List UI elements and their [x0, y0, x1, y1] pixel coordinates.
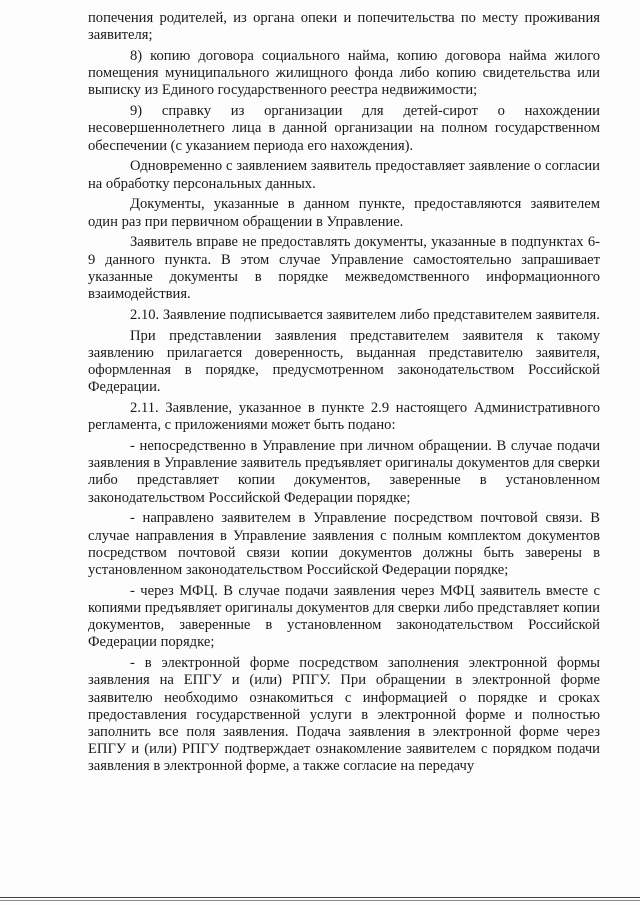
- list-item: - направлено заявителем в Управление посредством почтовой связи. В случае направления в Управление заявления с полным комплектом документов посредством почтовой связи копии документов должны быть заверены в установленном законодательством Российской Федерации порядке;: [88, 510, 600, 579]
- scan-edge-line: [0, 900, 640, 901]
- list-item: - непосредственно в Управление при личном обращении. В случае подачи заявления в Управление заявитель предъявляет оригиналы документов для сверки либо представляет копии документов, заверенные в установленном законодательством Российской Федерации порядке;: [88, 438, 600, 506]
- section-2-10: 2.10. Заявление подписывается заявителем либо представителем заявителя.: [130, 306, 600, 323]
- document-body: [88, 10, 600, 779]
- paragraph: Одновременно с заявлением заявитель предоставляет заявление о согласии на обработку персональных данных.: [88, 158, 600, 192]
- paragraph: 8) копию договора социального найма, копию договора найма жилого помещения муниципального жилищного фонда либо копию свидетельства или выписку из Единого государственного реестра недвижимости;: [88, 48, 600, 99]
- paragraph: Заявитель вправе не предоставлять документы, указанные в подпунктах 6-9 данного пункта. В этом случае Управление самостоятельно запрашивает указанные документы в порядке межведомственного информационного взаимодействия.: [88, 234, 600, 303]
- paragraph: 9) справку из организации для детей-сирот о нахождении несовершеннолетнего лица в данной организации на полном государственном обеспечении (с указанием периода его нахождения).: [88, 103, 600, 154]
- list-item: - в электронной форме посредством заполнения электронной формы заявления на ЕПГУ и (или) РПГУ. При обращении в электронной форме заявителю необходимо ознакомиться с информацией о порядке и сроках предоставления государственной услуги в электронной форме и полностью заполнить все поля заявления. Подача заявления в электронной форме через ЕПГУ и (или) РПГУ подтверждает ознакомление заявителем с порядком подачи заявления в электронной форме, а также согласие на передачу: [88, 655, 600, 775]
- paragraph: Документы, указанные в данном пункте, предоставляются заявителем один раз при первичном обращении в Управление.: [88, 196, 600, 230]
- paragraph: При представлении заявления представителем заявителя к такому заявлению прилагается доверенность, выданная представителю заявителя, оформленная в порядке, предусмотренном законодательством Российской Федерации.: [88, 327, 600, 396]
- paragraph: попечения родителей, из органа опеки и попечительства по месту проживания заявителя;: [88, 10, 600, 44]
- scan-edge-line: [0, 897, 640, 898]
- section-2-11: 2.11. Заявление, указанное в пункте 2.9 настоящего Административного регламента, с приложениями может быть подано:: [88, 400, 600, 434]
- list-item: - через МФЦ. В случае подачи заявления через МФЦ заявитель вместе с копиями предъявляет оригиналы документов для сверки либо представляет копии документов, заверенные в установленном законодательством Российской Федерации порядке;: [88, 582, 600, 651]
